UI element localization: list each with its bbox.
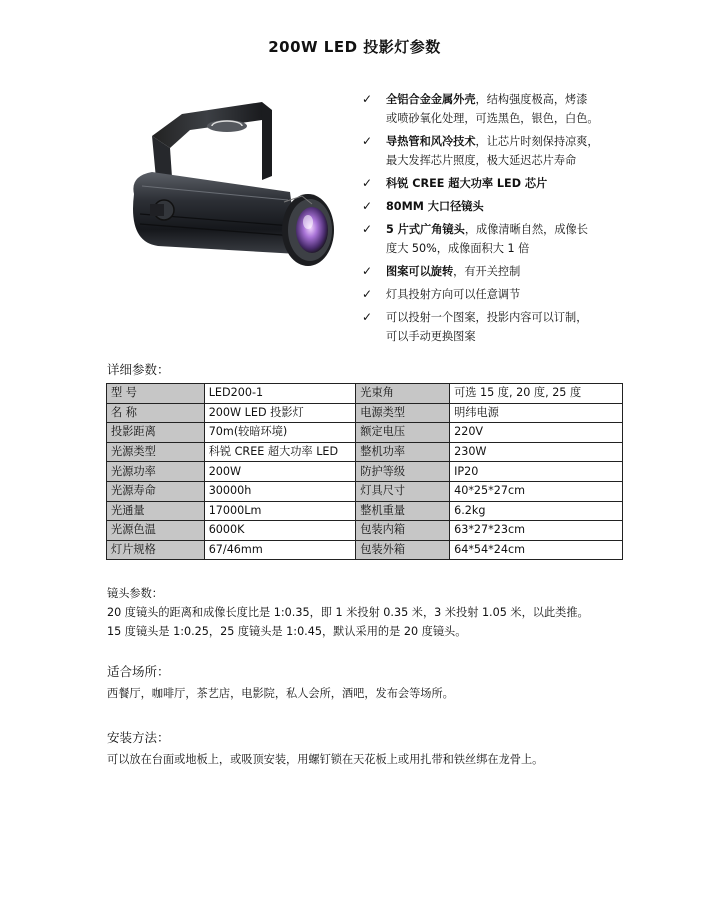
spec-label: 名 称 — [107, 403, 205, 423]
spec-label: 光源类型 — [107, 442, 205, 462]
feature-text: ，结构强度极高，烤漆 — [475, 93, 588, 106]
spec-value: 63*27*23cm — [450, 521, 623, 541]
list-item — [360, 132, 645, 170]
lens-heading: 镜头参数： — [107, 587, 163, 600]
spec-value: 30000h — [204, 481, 356, 501]
feature-bold-text: 5 片式广角镜头 — [386, 223, 465, 236]
feature-text: ，有开关控制 — [453, 265, 521, 278]
list-item — [360, 174, 645, 193]
feature-text-line2: 或喷砂氧化处理，可选黑色，银色，白色。 — [386, 112, 599, 125]
spec-label: 灯片规格 — [107, 540, 205, 560]
spec-label: 光源寿命 — [107, 481, 205, 501]
check-icon: ✓ — [362, 264, 373, 278]
spec-value: 67/46mm — [204, 540, 356, 560]
table-row — [107, 481, 623, 501]
spec-value: 220V — [450, 423, 623, 443]
install-text: 可以放在台面或地板上，或吸顶安装，用螺钉锁在天花板上或用扎带和铁丝绑在龙骨上。 — [107, 753, 544, 766]
spec-label: 灯具尺寸 — [356, 481, 450, 501]
feature-text-line2: 最大发挥芯片照度，极大延迟芯片寿命 — [386, 154, 577, 167]
feature-text: 灯具投射方向可以任意调节 — [386, 288, 521, 301]
list-item — [360, 197, 645, 216]
feature-text-line2: 度大 50%，成像面积大 1 倍 — [386, 242, 530, 255]
spec-value: 17000Lm — [204, 501, 356, 521]
page-title: 200W LED 投影灯参数 — [268, 38, 441, 56]
led-projector-lamp-image — [112, 96, 344, 284]
table-row — [107, 423, 623, 443]
spec-value: 70m(较暗环境) — [204, 423, 356, 443]
check-icon: ✓ — [362, 199, 373, 213]
spec-value: 可选 15 度, 20 度, 25 度 — [450, 384, 623, 404]
check-icon: ✓ — [362, 287, 373, 301]
spec-value: 6.2kg — [450, 501, 623, 521]
feature-list — [360, 90, 645, 350]
check-icon: ✓ — [362, 92, 373, 106]
feature-text: ，让芯片时刻保持凉爽， — [475, 135, 599, 148]
spec-label: 包装外箱 — [356, 540, 450, 560]
spec-label: 光源功率 — [107, 462, 205, 482]
list-item — [360, 308, 645, 346]
list-item — [360, 285, 645, 304]
feature-bold-text: 导热管和风冷技术 — [386, 135, 476, 148]
spec-value: LED200-1 — [204, 384, 356, 404]
spec-label: 电源类型 — [356, 403, 450, 423]
table-row — [107, 384, 623, 404]
lens-line-2: 15 度镜头是 1:0.25，25 度镜头是 1:0.45，默认采用的是 20 度镜头。 — [107, 625, 467, 638]
list-item — [360, 262, 645, 281]
spec-label: 防护等级 — [356, 462, 450, 482]
spec-value: 6000K — [204, 521, 356, 541]
feature-bold-text: 全铝合金金属外壳 — [386, 93, 476, 106]
spec-label: 投影距离 — [107, 423, 205, 443]
feature-bold-text: 80MM 大口径镜头 — [386, 200, 484, 213]
spec-value: 40*25*27cm — [450, 481, 623, 501]
spec-label: 整机重量 — [356, 501, 450, 521]
check-icon: ✓ — [362, 222, 373, 236]
lens-line-1: 20 度镜头的距离和成像长度比是 1:0.35，即 1 米投射 0.35 米，3 米投射 1.05 米，以此类推。 — [107, 606, 589, 619]
check-icon: ✓ — [362, 176, 373, 190]
table-row — [107, 540, 623, 560]
feature-bold-text: 科锐 CREE 超大功率 LED 芯片 — [386, 177, 548, 190]
spec-value: IP20 — [450, 462, 623, 482]
install-heading: 安装方法： — [107, 730, 170, 745]
spec-label: 光通量 — [107, 501, 205, 521]
table-row — [107, 462, 623, 482]
table-row — [107, 403, 623, 423]
lens-section — [107, 584, 589, 641]
spec-label: 包装内箱 — [356, 521, 450, 541]
table-row — [107, 442, 623, 462]
table-row — [107, 521, 623, 541]
spec-label: 额定电压 — [356, 423, 450, 443]
feature-bold-text: 图案可以旋转 — [386, 265, 454, 278]
spec-value: 200W LED 投影灯 — [204, 403, 356, 423]
check-icon: ✓ — [362, 134, 373, 148]
check-icon: ✓ — [362, 310, 373, 324]
spec-value: 230W — [450, 442, 623, 462]
list-item — [360, 90, 645, 128]
spec-value: 科锐 CREE 超大功率 LED — [204, 442, 356, 462]
spec-label: 整机功率 — [356, 442, 450, 462]
spec-table — [106, 383, 623, 560]
venues-heading: 适合场所： — [107, 664, 170, 679]
spec-label: 光束角 — [356, 384, 450, 404]
spec-value: 明纬电源 — [450, 403, 623, 423]
table-row — [107, 501, 623, 521]
spec-label: 光源色温 — [107, 521, 205, 541]
feature-text-line2: 可以手动更换图案 — [386, 330, 476, 343]
list-item — [360, 220, 645, 258]
venues-text: 西餐厅，咖啡厅，茶艺店，电影院，私人会所，酒吧，发布会等场所。 — [107, 687, 454, 700]
feature-text: 可以投射一个图案，投影内容可以订制， — [386, 311, 588, 324]
spec-value: 64*54*24cm — [450, 540, 623, 560]
feature-text: ，成像清晰自然，成像长 — [464, 223, 588, 236]
spec-label: 型 号 — [107, 384, 205, 404]
spec-value: 200W — [204, 462, 356, 482]
details-heading: 详细参数： — [107, 362, 170, 377]
